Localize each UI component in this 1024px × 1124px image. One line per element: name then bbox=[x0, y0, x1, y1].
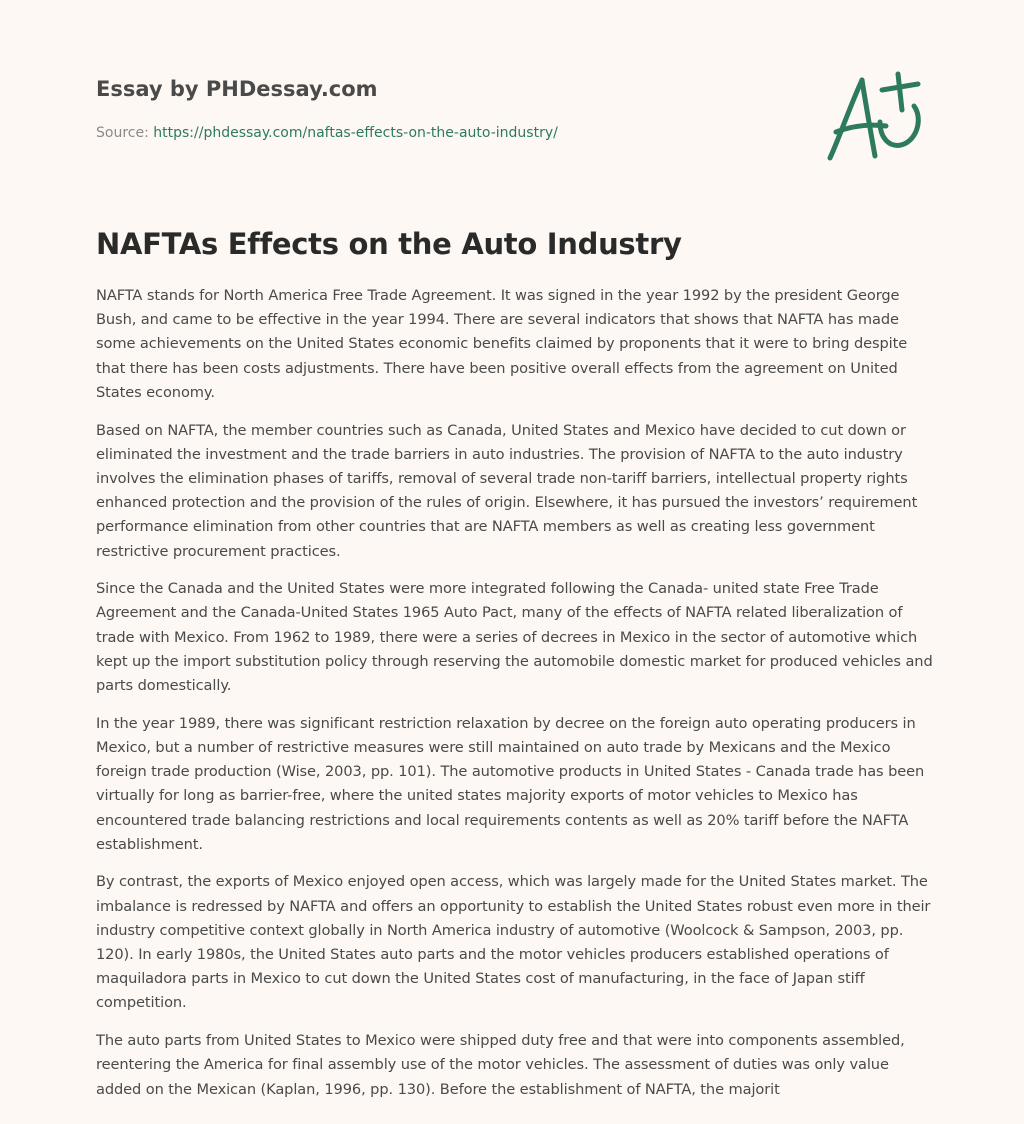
essay-paragraph: The auto parts from United States to Mexico were shipped duty free and that were into components assembled, reentering the America for final assembly use of the motor vehicles. The assessment of duties was only value added on the Mexican (Kaplan, 1996, pp. 130). Before the establishment of NAFTA, the majorit bbox=[96, 1032, 905, 1098]
essay-paragraph: NAFTA stands for North America Free Trade Agreement. It was signed in the year 1992 by the president George Bush, and came to be effective in the year 1994. There are several indicators that shows that NAFTA has made some achievements on the United States economic benefits claimed by proponents that it were to bring despite that there has been costs adjustments. There have been positive overall effects from the agreement on United States economy. bbox=[96, 287, 908, 401]
source-label: Source: bbox=[96, 125, 154, 141]
essay-body bbox=[96, 284, 934, 1114]
essay-paragraph: Based on NAFTA, the member countries such as Canada, United States and Mexico have decided to cut down or eliminated the investment and the trade barriers in auto industries. The provision of NAFTA to the auto industry involves the elimination phases of tariffs, removal of several trade non-tariff barriers, intellectual property rights enhanced protection and the provision of the rules of origin. Elsewhere, it has pursued the investors’ requirement performance elimination from other countries that are NAFTA members as well as creating less government restrictive procurement practices. bbox=[96, 421, 918, 560]
essay-header bbox=[96, 74, 796, 143]
essay-title: NAFTAs Effects on the Auto Industry bbox=[96, 227, 682, 261]
essay-paragraph: In the year 1989, there was significant restriction relaxation by decree on the foreign auto operating producers in Mexico, but a number of restrictive measures were still maintained on auto trade by Mexicans and the Mexico foreign trade production (Wise, 2003, pp. 101). The automotive products in United States - Canada trade has been virtually for long as barrier-free, where the united states majority exports of motor vehicles to Mexico has encountered trade balancing restrictions and local requirements contents as well as 20% tariff before the NAFTA establishment. bbox=[96, 714, 925, 853]
site-brand: Essay by PHDessay.com bbox=[96, 77, 378, 101]
source-line bbox=[96, 123, 796, 143]
essay-paragraph: Since the Canada and the United States were more integrated following the Canada- united state Free Trade Agreement and the Canada-United States 1965 Auto Pact, many of the effects of NAFTA related liberalization of trade with Mexico. From 1962 to 1989, there were a series of decrees in Mexico in the sector of automotive which kept up the import substitution policy through reserving the automobile domestic market for produced vehicles and parts domestically. bbox=[96, 580, 933, 695]
essay-paragraph: By contrast, the exports of Mexico enjoyed open access, which was largely made for the United States market. The imbalance is redressed by NAFTA and offers an opportunity to establish the United States robust even more in their industry competitive context globally in North America industry of automotive (Woolcock & Sampson, 2003, pp. 120). In early 1980s, the United States auto parts and the motor vehicles producers established operations of maquiladora parts in Mexico to cut down the United States cost of manufacturing, in the face of Japan stiff competition. bbox=[96, 873, 931, 1012]
source-link[interactable]: https://phdessay.com/naftas-effects-on-the-auto-industry/ bbox=[153, 125, 558, 141]
a-plus-logo-icon bbox=[820, 66, 930, 166]
